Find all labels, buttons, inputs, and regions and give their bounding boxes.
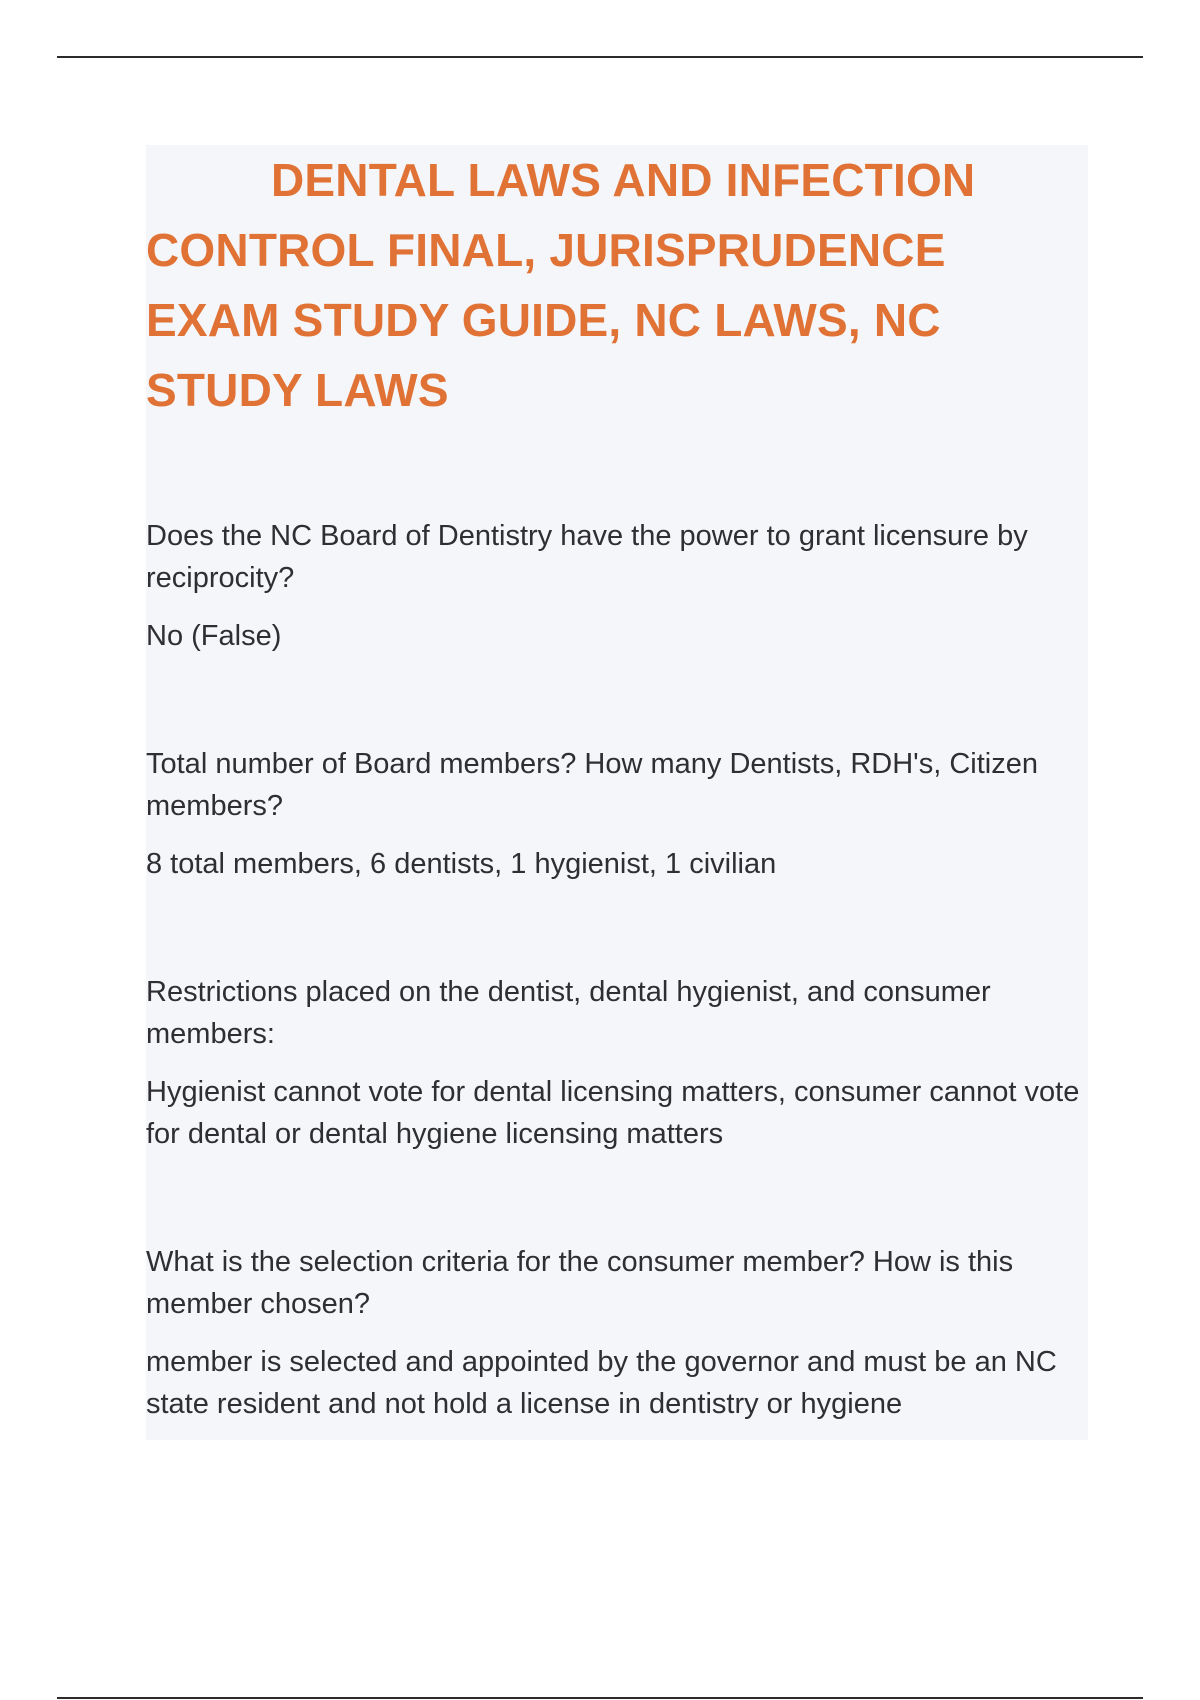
header-rule	[57, 56, 1143, 58]
question-text: Does the NC Board of Dentistry have the power to grant licensure by reciprocity?	[146, 520, 1028, 594]
qa-item	[146, 743, 1088, 885]
study-guide-panel	[146, 145, 1088, 1440]
question-text: Total number of Board members? How many Dentists, RDH's, Citizen members?	[146, 748, 1038, 822]
qa-item	[146, 515, 1088, 657]
question-text: What is the selection criteria for the consumer member? How is this member chosen?	[146, 1246, 1014, 1320]
question-text: Restrictions placed on the dentist, dental hygienist, and consumer members:	[146, 976, 991, 1050]
answer-text: No (False)	[146, 620, 282, 652]
qa-list	[146, 515, 1088, 1425]
answer-text: member is selected and appointed by the governor and must be an NC state resident and not hold a license in dentistry or hygiene	[146, 1346, 1057, 1420]
answer-text: 8 total members, 6 dentists, 1 hygienist, 1 civilian	[146, 848, 777, 880]
document-title: DENTAL LAWS AND INFECTION CONTROL FINAL, JURISPRUDENCE EXAM STUDY GUIDE, NC LAWS, NC STUDY LAWS	[146, 154, 976, 416]
answer-text: Hygienist cannot vote for dental licensing matters, consumer cannot vote for dental or dental hygiene licensing matters	[146, 1076, 1080, 1150]
qa-item	[146, 1241, 1088, 1425]
footer-rule	[57, 1697, 1143, 1699]
qa-item	[146, 971, 1088, 1155]
